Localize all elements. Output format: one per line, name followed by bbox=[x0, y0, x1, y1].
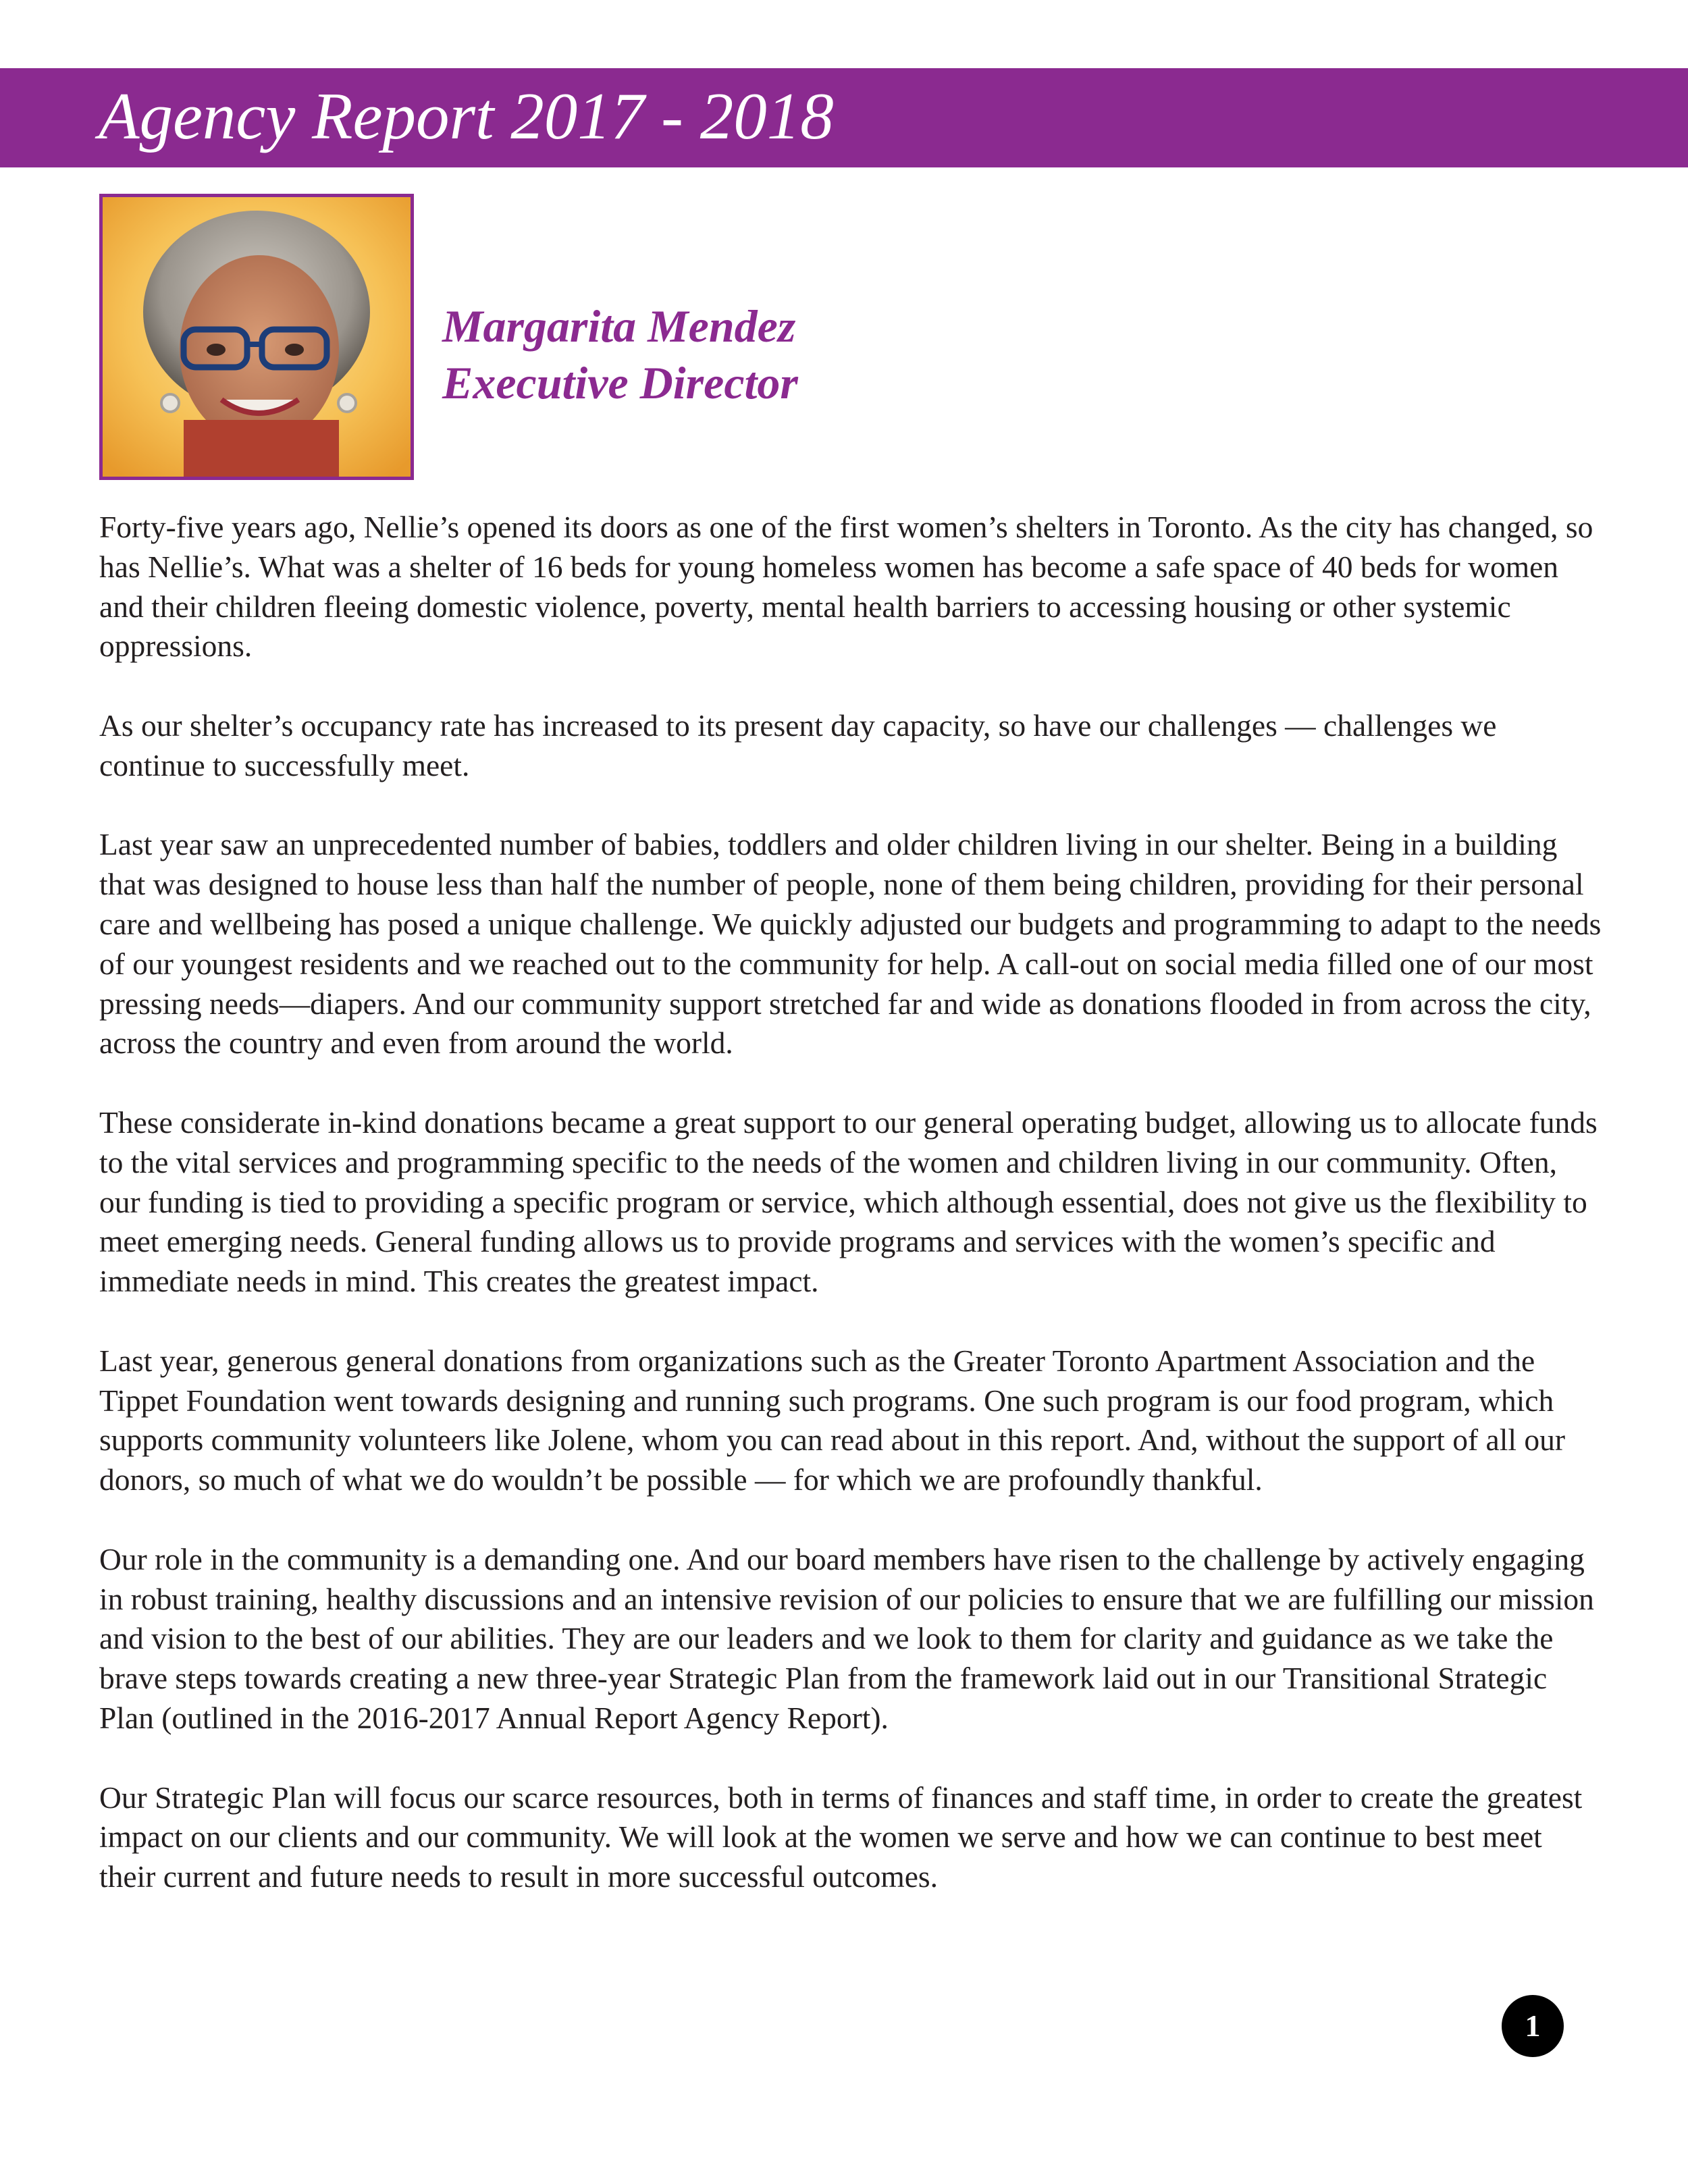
author-byline bbox=[442, 298, 798, 411]
paragraph: Our Strategic Plan will focus our scarce resources, both in terms of finances and staff time, in order to create the greatest impact on our clients and our community. We will look at the women we serve and how we can continue to best meet their current and future needs to result in more successful outcomes. bbox=[99, 1780, 1583, 1894]
paragraph: Last year saw an unprecedented number of babies, toddlers and older children living in our shelter. Being in a building that was designed to house less than half the number of people, none of them being children, providing for their personal care and wellbeing has posed a unique challenge. We quickly adjusted our budgets and programming to adapt to the needs of our youngest residents and we reached out to the community for help. A call-out on social media filled one of our most pressing needs—diapers. And our community support stretched far and wide as donations flooded in from across the city, across the country and even from around the world. bbox=[99, 827, 1602, 1061]
author-role: Executive Director bbox=[442, 357, 798, 408]
author-portrait bbox=[99, 194, 414, 480]
paragraph: Last year, generous general donations from organizations such as the Greater Toronto Apartment Association and the Tippet Foundation went towards designing and running such programs. One such program is our food program, which supports community volunteers like Jolene, whom you can read about in this report. And, without the support of all our donors, so much of what we do wouldn’t be possible — for which we are profoundly thankful. bbox=[99, 1343, 1566, 1497]
page-title: Agency Report 2017 - 2018 bbox=[99, 80, 834, 153]
paragraph: As our shelter’s occupancy rate has increased to its present day capacity, so have our challenges — challenges we continue to successfully meet. bbox=[99, 708, 1497, 782]
paragraph: Forty-five years ago, Nellie’s opened its doors as one of the first women’s shelters in Toronto. As the city has changed, so has Nellie’s. What was a shelter of 16 beds for young homeless women has become a safe space of 40 beds for women and their children fleeing domestic violence, poverty, mental health barriers to accessing housing or other systemic oppressions. bbox=[99, 510, 1593, 664]
page-number-badge: 1 bbox=[1502, 1995, 1564, 2057]
paragraph: These considerate in-kind donations became a great support to our general operating budget, allowing us to allocate funds to the vital services and programming specific to the needs of the women and children living in our community. Often, our funding is tied to providing a specific program or service, which although essential, does not give us the flexibility to meet emerging needs. General funding allows us to provide programs and services with the women’s specific and immediate needs in mind. This creates the greatest impact. bbox=[99, 1104, 1598, 1299]
portrait-image bbox=[103, 197, 411, 477]
report-body bbox=[99, 508, 1605, 1937]
paragraph: Our role in the community is a demanding one. And our board members have risen to the challenge by actively engaging in robust training, healthy discussions and an intensive revision of our policies to ensure that we are fulfilling our mission and vision to the best of our abilities. They are our leaders and we look to them for clarity and guidance as we take the brave steps towards creating a new three-year Strategic Plan from the framework laid out in our Transitional Strategic Plan (outlined in the 2016-2017 Annual Report Agency Report). bbox=[99, 1541, 1594, 1735]
author-name: Margarita Mendez bbox=[442, 300, 796, 352]
